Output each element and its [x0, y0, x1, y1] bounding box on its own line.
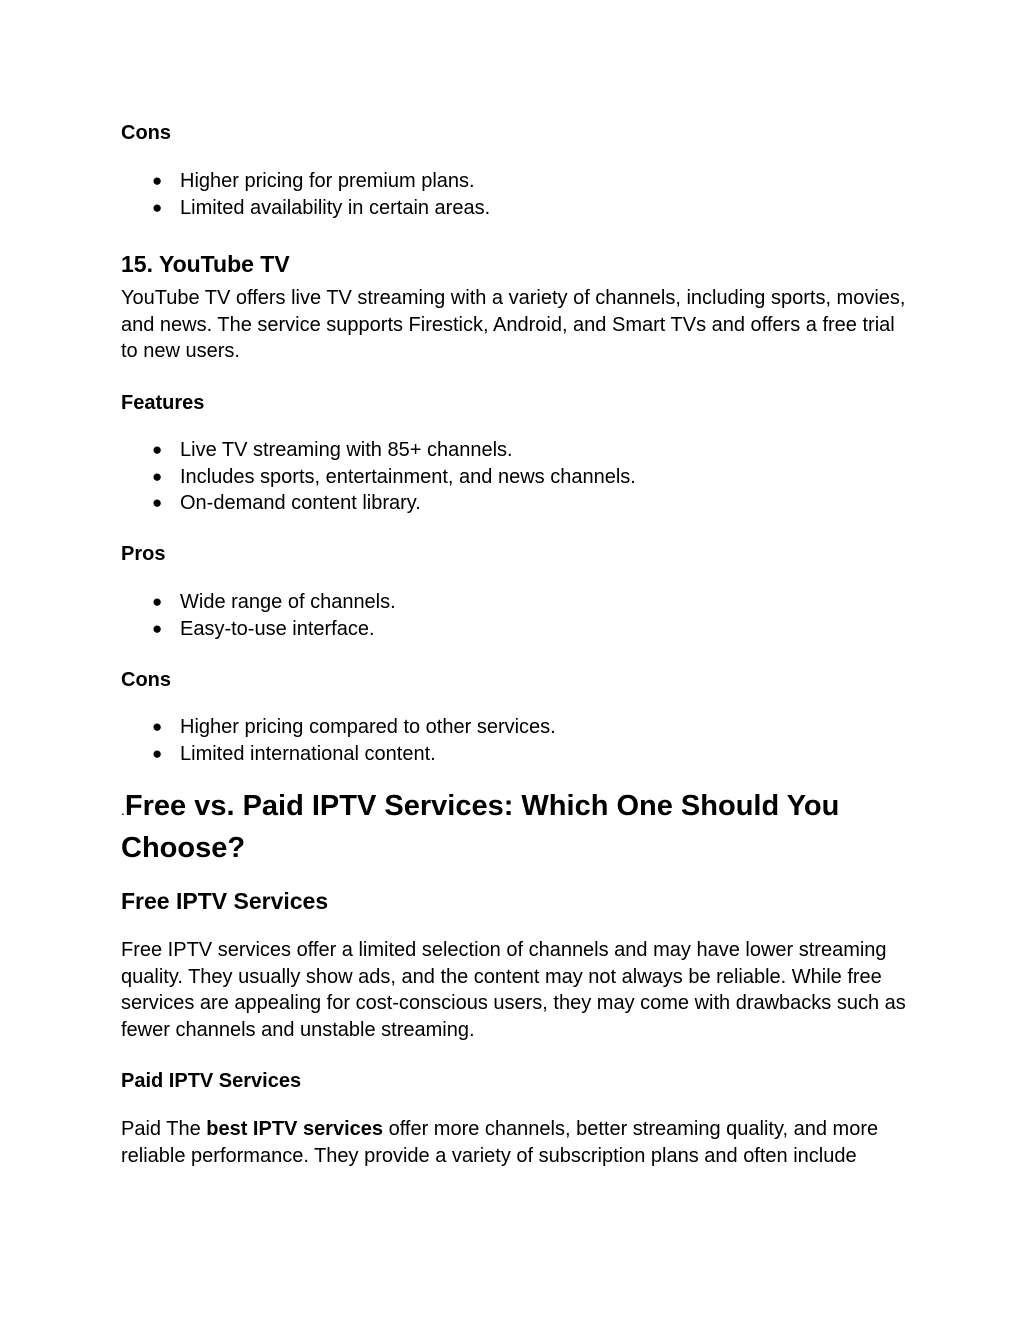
features-heading: Features: [121, 392, 205, 414]
cons-list: [121, 714, 556, 767]
bullet-icon: ●: [152, 592, 163, 611]
bullet-icon: ●: [152, 743, 163, 763]
bullet-icon: ●: [152, 197, 163, 217]
features-list: [121, 437, 636, 517]
list-item: ● Limited availability in certain areas.: [121, 195, 490, 222]
cons-list: [121, 168, 490, 221]
list-item: ● On-demand content library.: [121, 490, 636, 517]
best-iptv-services-emphasis: best IPTV services: [206, 1118, 384, 1140]
youtube-tv-heading: 15. YouTube TV: [121, 251, 290, 277]
list-item: ● Limited international content.: [121, 741, 556, 768]
list-item: ● Higher pricing compared to other services.: [121, 714, 556, 741]
paid-iptv-heading: Paid IPTV Services: [121, 1070, 302, 1092]
bullet-icon: ●: [152, 618, 163, 638]
free-iptv-paragraph: Free IPTV services offer a limited selection of channels and may have lower streaming quality. They usually show ads, and the content may not always be reliable. While free services are appealing for cost-conscious users, they may come with drawbacks such as fewer channels and unstable streaming.: [121, 939, 906, 1041]
comparison-heading: .Free vs. Paid IPTV Services: Which One Should You Choose?: [121, 790, 840, 864]
bullet-icon: ●: [152, 717, 163, 736]
bullet-icon: ●: [152, 466, 163, 486]
bullet-icon: ●: [152, 440, 163, 459]
pros-list: [121, 589, 396, 642]
list-item: ● Live TV streaming with 85+ channels.: [121, 437, 636, 464]
bullet-icon: ●: [152, 171, 163, 190]
bullet-icon: ●: [152, 493, 163, 512]
cons-heading: Cons: [121, 669, 171, 691]
list-item: ● Wide range of channels.: [121, 589, 396, 616]
list-item: ● Easy-to-use interface.: [121, 616, 396, 643]
heading-prefix: .: [121, 802, 125, 818]
list-item: ● Includes sports, entertainment, and news channels.: [121, 464, 636, 491]
pros-heading: Pros: [121, 543, 166, 565]
paid-iptv-paragraph: Paid The best IPTV services offer more channels, better streaming quality, and more reliable performance. They provide a variety of subscription plans and often include: [121, 1118, 879, 1167]
free-iptv-heading: Free IPTV Services: [121, 888, 329, 914]
youtube-tv-description: YouTube TV offers live TV streaming with a variety of channels, including sports, movies, and news. The service supports Firestick, Android, and Smart TVs and offers a free trial to new users.: [121, 287, 906, 362]
list-item: ● Higher pricing for premium plans.: [121, 168, 490, 195]
cons-heading: Cons: [121, 122, 171, 144]
